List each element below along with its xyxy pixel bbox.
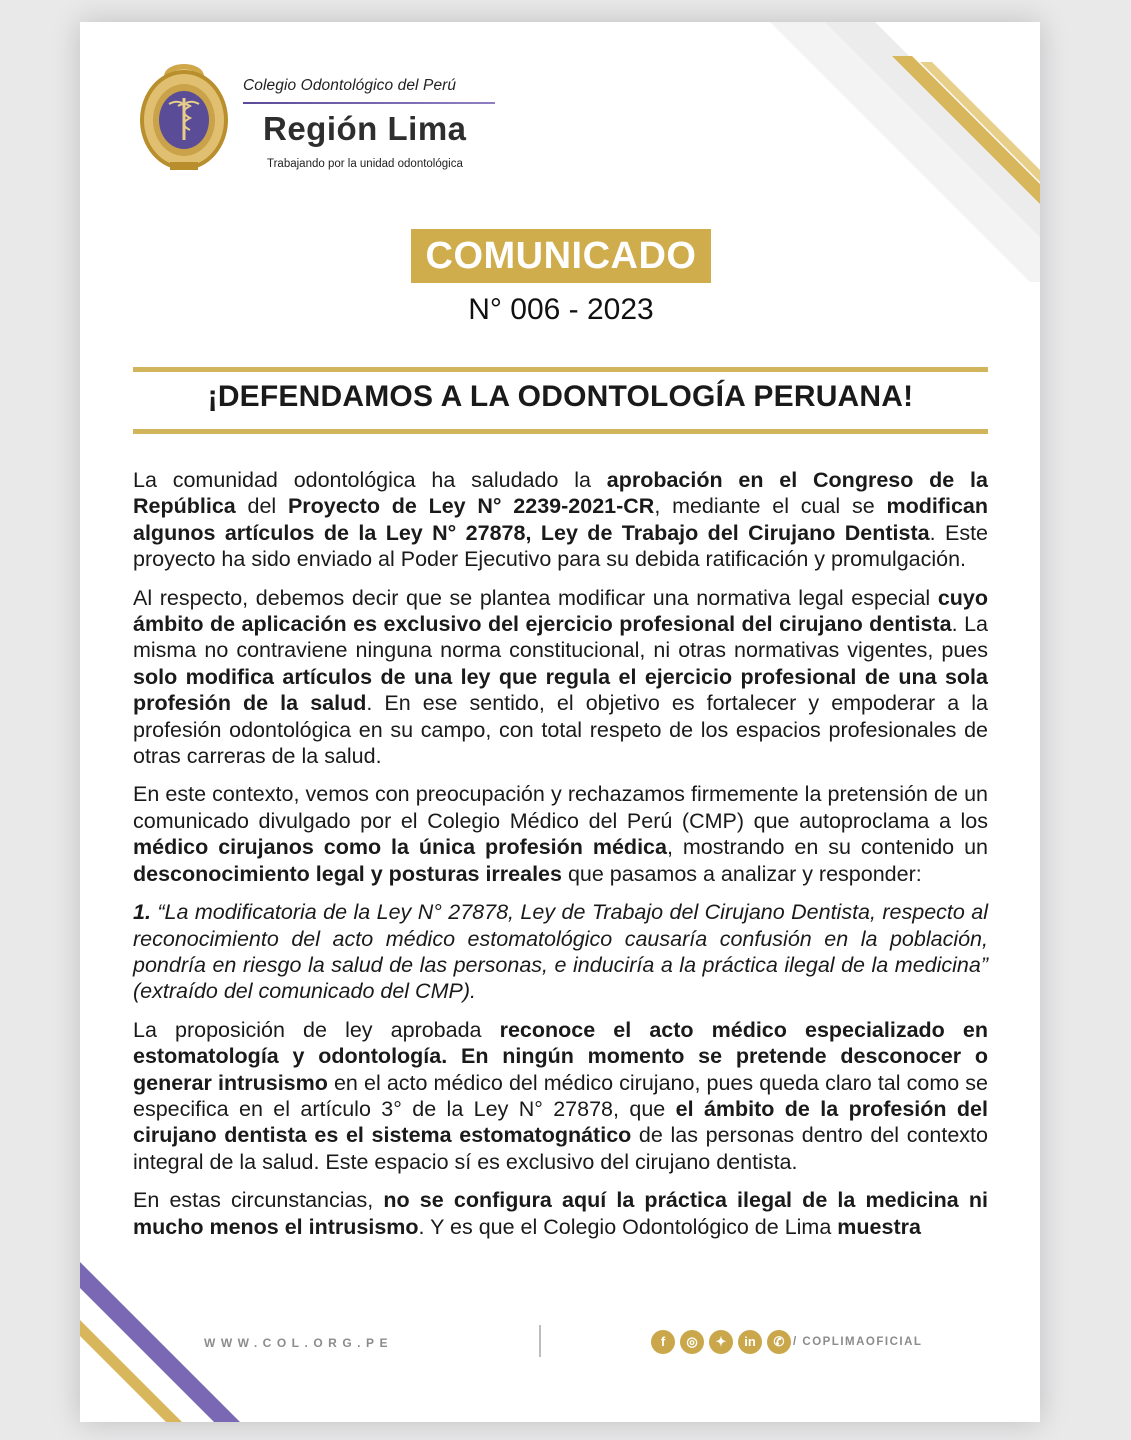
- region-title: Región Lima: [263, 110, 467, 147]
- footer-divider: [539, 1325, 541, 1357]
- quoted-point-1: 1. “La modificatoria de la Ley N° 27878, Ley de Trabajo del Cirujano Dentista, respecto al reconocimiento del acto médico estomatológico causaría confusión en la población, pondría en riesgo la salud de las personas, e induciría a la práctica ilegal de la medicina” (extraído del comunicado del CMP).: [133, 900, 988, 1004]
- paragraph-6: En estas circunstancias, no se configura aquí la práctica ilegal de la medicina ni mucho menos el intrusismo. Y es que el Colegio Odontológico de Lima muestra: [133, 1188, 988, 1239]
- paragraph-1: La comunidad odontológica ha saludado la aprobación en el Congreso de la República del Proyecto de Ley N° 2239-2021-CR, mediante el cual se modifican algunos artículos de la Ley N° 27878, Ley de Trabajo del Cirujano Dentista. Este proyecto ha sido enviado al Poder Ejecutivo para su debida ratificación y promulgación.: [133, 468, 988, 572]
- organization-name: Colegio Odontológico del Perú: [243, 77, 457, 94]
- tagline: Trabajando por la unidad odontológica: [267, 158, 463, 170]
- headline: ¡DEFENDAMOS A LA ODONTOLOGÍA PERUANA!: [207, 380, 914, 413]
- paragraph-2: Al respecto, debemos decir que se plantea modificar una normativa legal especial cuyo ámbito de aplicación es exclusivo del ejercicio profesional del cirujano dentista. La misma no contraviene ninguna norma constitucional, ni otras normativas vigentes, pues solo modifica artículos de una ley que regula el ejercicio profesional de una sola profesión de la salud. En ese sentido, el objetivo es fortalecer y empoderar a la profesión odontológica en su campo, con total respeto de los espacios profesionales de otras carreras de la salud.: [133, 585, 989, 769]
- document-page: [80, 22, 1040, 1422]
- paragraph-5: La proposición de ley aprobada reconoce el acto médico especializado en estomatología y odontología. En ningún momento se pretende desconocer o generar intrusismo en el acto médico del médico cirujano, pues queda claro tal como se especifica en el artículo 3° de la Ley N° 27878, que el ámbito de la profesión del cirujano dentista es el sistema estomatognático de las personas dentro del contexto integral de la salud. Este espacio sí es exclusivo del cirujano dentista.: [133, 1017, 988, 1174]
- facebook-icon[interactable]: f: [651, 1330, 675, 1354]
- whatsapp-icon[interactable]: ✆: [767, 1330, 791, 1354]
- website-link[interactable]: WWW.COL.ORG.PE: [204, 1336, 393, 1350]
- comunicado-badge: COMUNICADO: [411, 229, 711, 283]
- paragraph-3: En este contexto, vemos con preocupación y rechazamos firmemente la pretensión de un comunicado divulgado por el Colegio Médico del Perú (CMP) que autoproclama a los médico cirujanos como la única profesión médica, mostrando en su contenido un desconocimiento legal y posturas irreales que pasamos a analizar y responder:: [133, 782, 988, 886]
- headline-bottom-rule: [133, 429, 988, 434]
- linkedin-icon[interactable]: in: [738, 1330, 762, 1354]
- headline-top-rule: [133, 367, 988, 372]
- college-seal-logo: [136, 58, 232, 174]
- body-text: [133, 467, 988, 1252]
- notice-number: N° 006 - 2023: [468, 293, 654, 326]
- header-divider: [243, 102, 495, 104]
- twitter-icon[interactable]: ✦: [709, 1330, 733, 1354]
- instagram-icon[interactable]: ◎: [680, 1330, 704, 1354]
- social-handle[interactable]: / COPLIMAOFICIAL: [793, 1336, 923, 1348]
- social-icons: [651, 1330, 791, 1354]
